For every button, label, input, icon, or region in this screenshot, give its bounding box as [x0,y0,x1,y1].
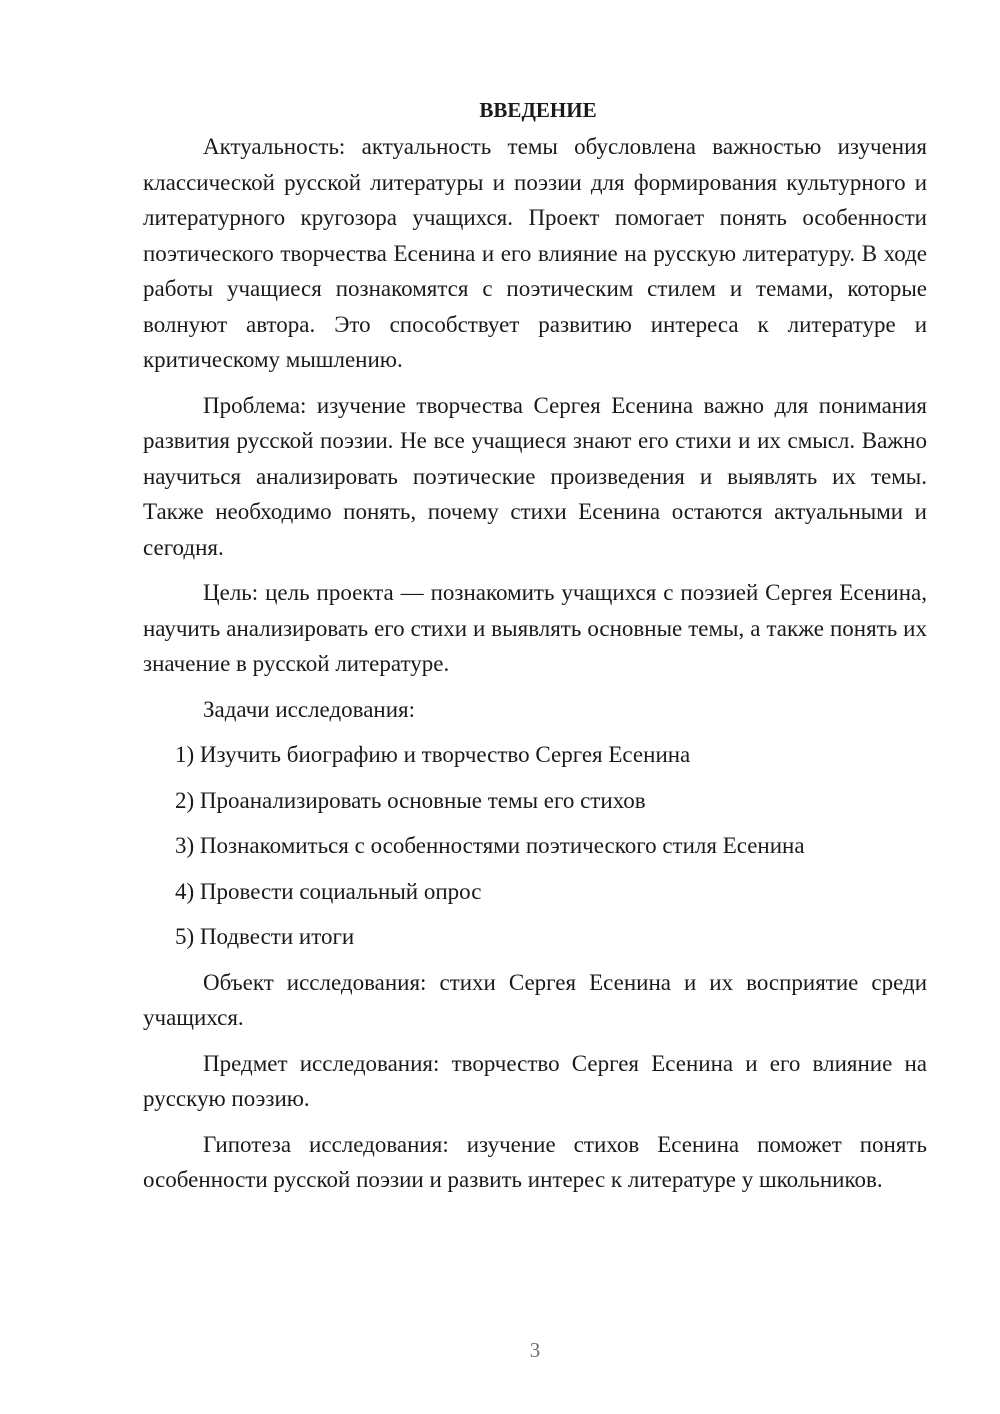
paragraph-object: Объект исследования: стихи Сергея Есенина и их восприятие среди учащихся. [143,969,927,1030]
page-number: 3 [529,1338,541,1362]
paragraph-subject: Предмет исследования: творчество Сергея Есенина и его влияние на русскую поэзию. [143,1050,927,1111]
task-item: 1) Изучить биографию и творчество Сергея Есенина [175,742,691,767]
task-item: 4) Провести социальный опрос [175,878,482,904]
task-item: 2) Проанализировать основные темы его стихов [175,787,646,813]
tasks-heading: Задачи исследования: [203,696,416,722]
paragraph-goal: Цель: цель проекта — познакомить учащихся с поэзией Сергея Есенина, научить анализировать его стихи и выявлять основные темы, а также понять их значение в русской литературе. [143,580,927,676]
paragraph-relevance: Актуальность: актуальность темы обусловлена важностью изучения классической русской литературы и поэзии для формирования культурного и литературного кругозора учащихся. Проект помогает понять особенности поэтического творчества Есенина и его влияние на русскую литературу. В ходе работы учащиеся познакомятся с поэтическим стилем и темами, которые волнуют автора. Это способствует развитию интереса к литературе и критическому мышлению. [143,134,927,372]
task-item: 5) Подвести итоги [175,924,355,949]
page-title: ВВЕДЕНИЕ [479,98,597,122]
paragraph-problem: Проблема: изучение творчества Сергея Есенина важно для понимания развития русской поэзии. Не все учащиеся знают его стихи и их смысл. Важно научиться анализировать поэтические произведения и выявлять их темы. Также необходимо понять, почему стихи Есенина остаются актуальными и сегодня. [143,392,927,560]
paragraph-hypothesis: Гипотеза исследования: изучение стихов Есенина поможет понять особенности русской поэзии и развить интерес к литературе у школьников. [143,1131,927,1192]
page-content [143,93,927,1208]
task-item: 3) Познакомиться с особенностями поэтического стиля Есенина [175,833,805,858]
task-list [143,737,927,955]
